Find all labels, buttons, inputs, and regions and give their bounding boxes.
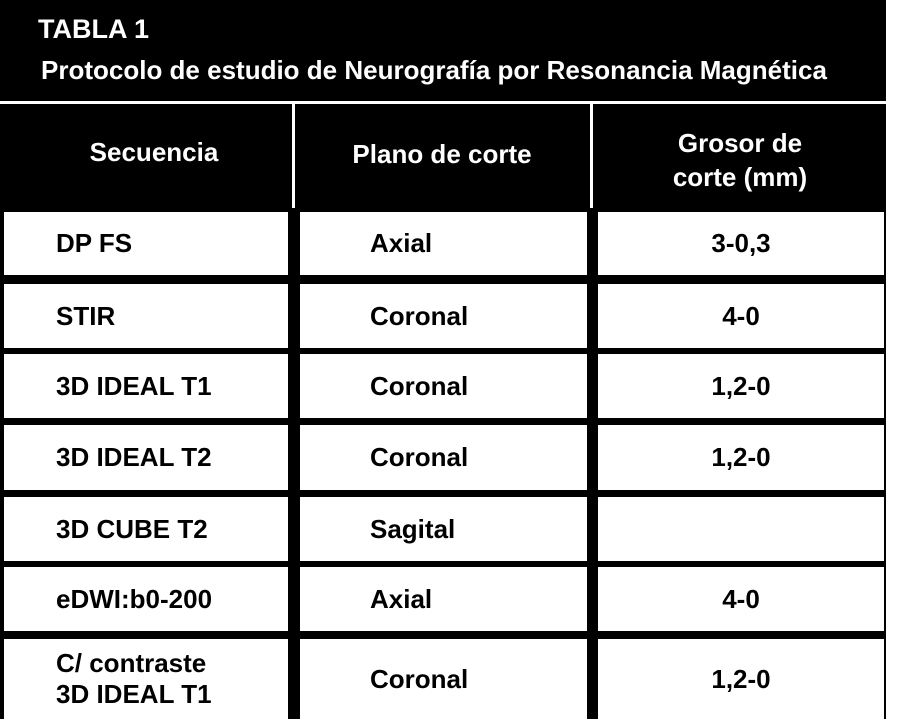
cell-plane: Axial [300, 212, 587, 275]
cell-sequence: eDWI:b0-200 [4, 567, 288, 631]
cell-plane: Coronal [300, 425, 587, 490]
cell-sequence: 3D IDEAL T2 [4, 425, 288, 490]
cell-sequence: STIR [4, 284, 288, 348]
table-title: TABLA 1 [38, 14, 149, 44]
cell-thickness: 1,2-0 [598, 425, 884, 490]
cell-plane: Sagital [300, 497, 587, 561]
cell-sequence: DP FS [4, 212, 288, 275]
header-sequence: Secuencia [89, 137, 219, 167]
cell-plane: Coronal [300, 354, 587, 418]
cell-plane: Coronal [300, 639, 587, 719]
cell-thickness: 4-0 [598, 567, 884, 631]
table-caption [0, 0, 886, 102]
cell-thickness: 1,2-0 [598, 354, 884, 418]
cell-thickness [598, 497, 884, 561]
cell-plane: Coronal [300, 284, 587, 348]
header-divider [590, 104, 593, 208]
cell-sequence: C/ contraste 3D IDEAL T1 [4, 639, 288, 719]
header-divider [292, 104, 295, 208]
header-thickness: Grosor de corte (mm) [672, 128, 808, 192]
cell-sequence: 3D IDEAL T1 [4, 354, 288, 418]
caption-divider [0, 101, 886, 104]
cell-thickness: 3-0,3 [598, 212, 884, 275]
cell-sequence: 3D CUBE T2 [4, 497, 288, 561]
table-subtitle: Protocolo de estudio de Neurografía por Resonancia Magnética [41, 55, 827, 85]
cell-thickness: 4-0 [598, 284, 884, 348]
cell-plane: Axial [300, 567, 587, 631]
header-plane: Plano de corte [352, 139, 532, 169]
cell-thickness: 1,2-0 [598, 639, 884, 719]
